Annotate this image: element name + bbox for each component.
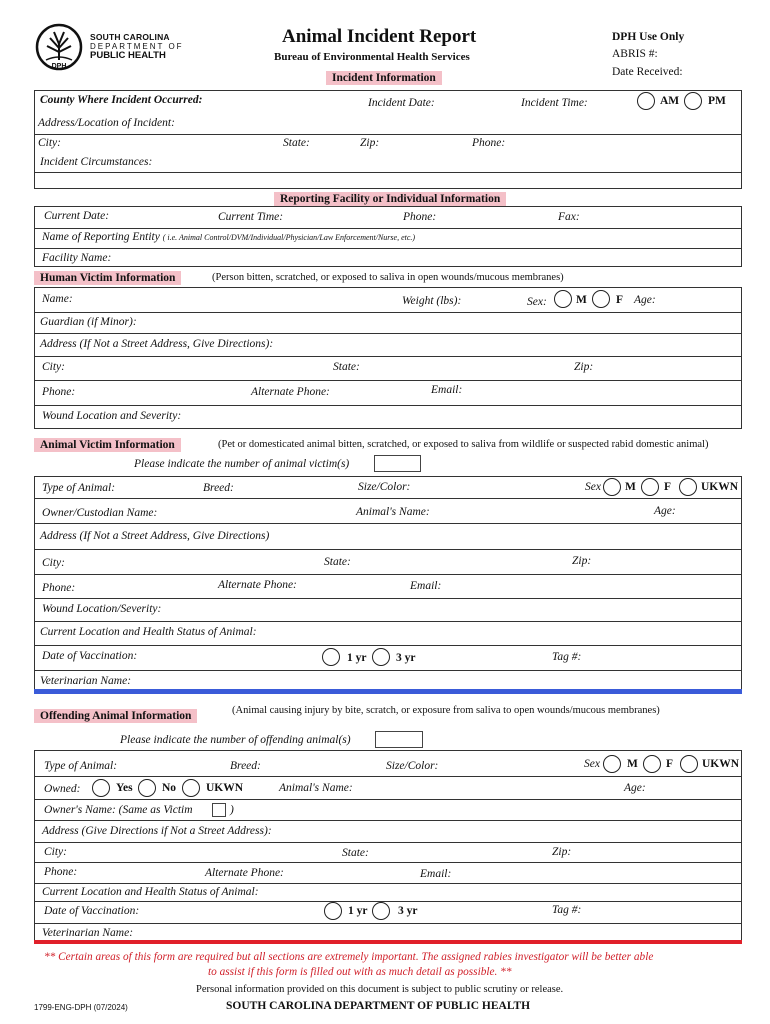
oa-sex-ukwn-radio[interactable] <box>680 755 698 773</box>
fax-label: Fax: <box>558 211 580 223</box>
oa-vet-label: Veterinarian Name: <box>42 927 134 939</box>
av-zip-label: Zip: <box>572 555 592 567</box>
form-number: 1799-ENG-DPH (07/2024) <box>34 1003 128 1012</box>
oa-owner-name-label: Owner's Name: (Same as Victim <box>44 804 193 816</box>
av-1yr-radio[interactable] <box>322 648 340 666</box>
av-sex-label: Sex <box>585 481 601 493</box>
entity-label: Name of Reporting Entity ( i.e. Animal Control/DVM/Individual/Physician/Law Enforcement/Nurse, etc.) <box>42 231 416 243</box>
av-email-label: Email: <box>410 580 442 592</box>
current-date-label: Current Date: <box>44 210 110 222</box>
oa-owned-no-radio[interactable] <box>138 779 156 797</box>
circumstances-label: Incident Circumstances: <box>40 156 153 168</box>
av-f-label: F <box>664 481 672 493</box>
av-age-label: Age: <box>654 505 676 517</box>
av-sex-ukwn-radio[interactable] <box>679 478 697 496</box>
av-3yr-radio[interactable] <box>372 648 390 666</box>
footer-note-2: to assist if this form is filled out with as much detail as possible. ** <box>208 966 512 978</box>
oa-animal-name-label: Animal's Name: <box>279 782 353 794</box>
oa-1yr-radio[interactable] <box>324 902 342 920</box>
offending-heading: Offending Animal Information <box>34 709 197 723</box>
oa-sex-f-radio[interactable] <box>643 755 661 773</box>
av-tag-label: Tag #: <box>552 651 582 663</box>
oa-address-label: Address (Give Directions if Not a Street Address): <box>42 825 272 837</box>
incident-zip-label: Zip: <box>360 137 380 149</box>
oa-location-label: Current Location and Health Status of Animal: <box>42 886 259 898</box>
form-title: Animal Incident Report <box>282 26 477 47</box>
av-vet-label: Veterinarian Name: <box>40 675 132 687</box>
incident-heading: Incident Information <box>326 71 442 85</box>
incident-address-label: Address/Location of Incident: <box>38 117 175 129</box>
human-state-label: State: <box>333 361 360 373</box>
oa-m-label: M <box>627 758 638 770</box>
oa-zip-label: Zip: <box>552 846 572 858</box>
av-location-label: Current Location and Health Status of Animal: <box>40 626 257 638</box>
av-size-label: Size/Color: <box>358 481 411 493</box>
oa-owned-yes-radio[interactable] <box>92 779 110 797</box>
same-as-victim-checkbox[interactable] <box>212 803 226 817</box>
oa-owned-label: Owned: <box>44 783 81 795</box>
av-breed-label: Breed: <box>203 482 234 494</box>
county-label: County Where Incident Occurred: <box>40 94 203 106</box>
dph-seal-icon <box>34 22 86 72</box>
logo-text-1: SOUTH CAROLINA <box>90 32 170 42</box>
human-age-label: Age: <box>634 294 656 306</box>
oa-owned-ukwn-radio[interactable] <box>182 779 200 797</box>
dph-use-only: DPH Use Only <box>612 31 685 43</box>
human-wound-label: Wound Location and Severity: <box>42 410 182 422</box>
animal-victim-note: (Pet or domesticated animal bitten, scratched, or exposed to saliva from wildlife or suspected rabid domestic animal) <box>218 439 709 450</box>
oa-sex-m-radio[interactable] <box>603 755 621 773</box>
av-1yr-label: 1 yr <box>347 652 367 664</box>
svg-text:DPH: DPH <box>51 63 67 70</box>
human-email-label: Email: <box>431 384 463 396</box>
av-3yr-label: 3 yr <box>396 652 416 664</box>
footer-dept: SOUTH CAROLINA DEPARTMENT OF PUBLIC HEALTH <box>226 1000 531 1012</box>
av-state-label: State: <box>324 556 351 568</box>
privacy-note: Personal information provided on this document is subject to public scrutiny or release. <box>196 984 564 995</box>
human-box <box>34 287 742 429</box>
human-note: (Person bitten, scratched, or exposed to saliva in open wounds/mucous membranes) <box>212 272 564 283</box>
oa-no-label: No <box>162 782 177 794</box>
offending-count-input[interactable] <box>375 731 423 748</box>
incident-date-label: Incident Date: <box>368 97 435 109</box>
av-m-label: M <box>625 481 636 493</box>
av-wound-label: Wound Location/Severity: <box>42 603 162 615</box>
incident-time-label: Incident Time: <box>521 97 588 109</box>
oa-3yr-label: 3 yr <box>398 905 418 917</box>
red-rule <box>34 940 742 944</box>
oa-size-label: Size/Color: <box>386 760 439 772</box>
human-address-label: Address (If Not a Street Address, Give Directions): <box>40 338 274 350</box>
av-city-label: City: <box>42 557 65 569</box>
incident-phone-label: Phone: <box>472 137 506 149</box>
human-sex-f-radio[interactable] <box>592 290 610 308</box>
human-name-label: Name: <box>42 293 73 305</box>
av-owner-label: Owner/Custodian Name: <box>42 507 158 519</box>
pm-radio[interactable] <box>684 92 702 110</box>
human-phone-label: Phone: <box>42 386 76 398</box>
form-subtitle: Bureau of Environmental Health Services <box>274 51 470 63</box>
oa-3yr-radio[interactable] <box>372 902 390 920</box>
oa-city-label: City: <box>44 846 67 858</box>
av-ukwn-label: UKWN <box>701 481 739 493</box>
human-sex-label: Sex: <box>527 296 547 308</box>
blue-rule <box>34 689 742 694</box>
human-city-label: City: <box>42 361 65 373</box>
offending-count-prompt: Please indicate the number of offending animal(s) <box>120 734 351 746</box>
am-label: AM <box>660 95 680 107</box>
offending-note: (Animal causing injury by bite, scratch, or exposure from saliva to open wounds/mucous membranes) <box>232 705 660 716</box>
date-received-label: Date Received: <box>612 66 683 78</box>
av-phone-label: Phone: <box>42 582 76 594</box>
incident-city-label: City: <box>38 137 61 149</box>
logo-text-2: DEPARTMENT OF <box>90 42 184 51</box>
victim-count-input[interactable] <box>374 455 421 472</box>
av-animal-name-label: Animal's Name: <box>356 506 430 518</box>
pm-label: PM <box>708 95 726 107</box>
oa-1yr-label: 1 yr <box>348 905 368 917</box>
human-heading: Human Victim Information <box>34 271 181 285</box>
weight-label: Weight (lbs): <box>402 295 462 307</box>
reporting-phone-label: Phone: <box>403 211 437 223</box>
incident-state-label: State: <box>283 137 310 149</box>
human-sex-m-radio[interactable] <box>554 290 572 308</box>
footer-note-1: ** Certain areas of this form are required but all sections are extremely important. The assigned rabies investigator will be better able <box>44 951 654 963</box>
oa-owned-ukwn-label: UKWN <box>206 782 244 794</box>
human-m-label: M <box>576 294 587 306</box>
current-time-label: Current Time: <box>218 211 284 223</box>
reporting-heading: Reporting Facility or Individual Information <box>274 192 506 206</box>
oa-alt-phone-label: Alternate Phone: <box>205 867 284 879</box>
av-type-label: Type of Animal: <box>42 482 116 494</box>
guardian-label: Guardian (if Minor): <box>40 316 137 328</box>
av-alt-phone-label: Alternate Phone: <box>218 579 297 591</box>
oa-breed-label: Breed: <box>230 760 261 772</box>
oa-tag-label: Tag #: <box>552 904 582 916</box>
av-sex-m-radio[interactable] <box>603 478 621 496</box>
oa-email-label: Email: <box>420 868 452 880</box>
abris-label: ABRIS #: <box>612 48 658 60</box>
av-vacc-label: Date of Vaccination: <box>42 650 138 662</box>
av-address-label: Address (If Not a Street Address, Give Directions) <box>40 530 270 542</box>
oa-type-label: Type of Animal: <box>44 760 118 772</box>
oa-f-label: F <box>666 758 674 770</box>
av-sex-f-radio[interactable] <box>641 478 659 496</box>
oa-yes-label: Yes <box>116 782 133 794</box>
oa-owner-close: ) <box>230 804 234 816</box>
facility-label: Facility Name: <box>42 252 112 264</box>
logo-text-3: PUBLIC HEALTH <box>90 50 166 61</box>
animal-victim-heading: Animal Victim Information <box>34 438 181 452</box>
oa-state-label: State: <box>342 847 369 859</box>
human-f-label: F <box>616 294 624 306</box>
human-alt-phone-label: Alternate Phone: <box>251 386 330 398</box>
victim-count-prompt: Please indicate the number of animal victim(s) <box>134 458 350 470</box>
oa-vacc-label: Date of Vaccination: <box>44 905 140 917</box>
oa-ukwn-label: UKWN <box>702 758 740 770</box>
oa-sex-label: Sex <box>584 758 600 770</box>
human-zip-label: Zip: <box>574 361 594 373</box>
oa-age-label: Age: <box>624 782 646 794</box>
oa-phone-label: Phone: <box>44 866 78 878</box>
am-radio[interactable] <box>637 92 655 110</box>
